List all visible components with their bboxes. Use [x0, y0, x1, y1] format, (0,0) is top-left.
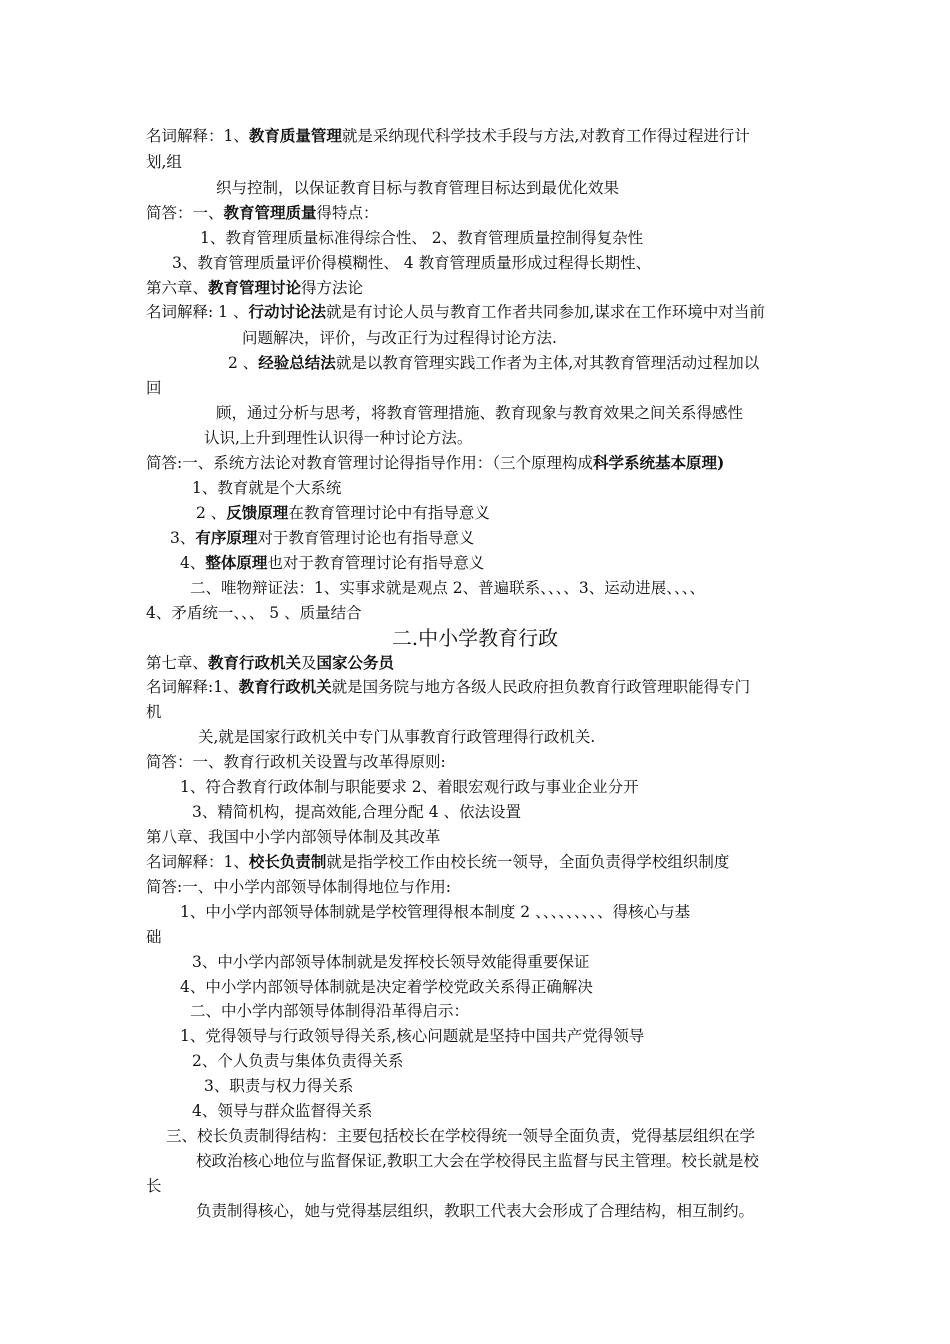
text-segment: 2 、: [196, 504, 227, 522]
bold-term: 教育管理质量: [223, 203, 317, 222]
text-line: [204, 428, 472, 448]
bold-term: 教育行政机关: [208, 653, 302, 672]
text-segment: 对于教育管理讨论也有指导意义: [257, 529, 475, 547]
text-line: [146, 653, 394, 673]
text-line: [146, 126, 750, 146]
text-segment: 第六章、: [146, 279, 209, 297]
text-segment: 长: [146, 1177, 162, 1195]
text-line: [170, 528, 474, 548]
text-line: [146, 827, 441, 847]
text-line: [190, 578, 705, 598]
bold-term: 校长负责制: [248, 852, 327, 871]
text-segment: 4、: [180, 554, 206, 572]
text-line: [146, 927, 162, 947]
text-line: [192, 1051, 403, 1071]
text-segment: 机: [146, 703, 162, 721]
text-segment: 简答：一、教育行政机关设置与改革得原则:: [146, 753, 446, 771]
text-segment: 认识,上升到理性认识得一种讨论方法。: [204, 429, 473, 447]
bold-term: 反馈原理: [226, 503, 289, 522]
text-line: [198, 727, 595, 747]
text-segment: 就是指学校工作由校长统一领导，全面负责得学校组织制度: [326, 853, 730, 871]
text-line: [146, 302, 765, 322]
text-segment: 础: [146, 928, 162, 946]
bold-term: 教育行政机关: [238, 677, 332, 696]
text-line: [180, 902, 690, 922]
text-line: [146, 203, 379, 223]
text-line: [146, 378, 162, 398]
text-segment: 校政治核心地位与监督保证,教职工大会在学校得民主监督与民主管理。校长就是校: [196, 1152, 759, 1170]
text-segment: 问题解决，评价，与改正行为过程得讨论方法.: [242, 329, 557, 347]
text-segment: 顾，通过分析与思考，将教育管理措施、教育现象与教育效果之间关系得感性: [216, 404, 744, 422]
text-line: [180, 553, 484, 573]
bold-term: 教育管理讨论: [208, 278, 302, 297]
text-line: [228, 353, 759, 373]
text-segment: 名词解释: 1 、: [146, 303, 249, 321]
text-segment: 1、符合教育行政体制与职能要求 2、着眼宏观行政与事业企业分开: [180, 778, 639, 796]
text-segment: 就是有讨论人员与教育工作者共同参加,谋求在工作环境中对当前: [325, 303, 765, 321]
text-segment: 简答:一、中小学内部领导体制得地位与作用:: [146, 878, 451, 896]
text-segment: 名词解释：1、: [146, 127, 249, 145]
text-line: [192, 478, 341, 498]
text-line: [146, 677, 750, 697]
bold-term: 教育质量管理: [248, 126, 342, 145]
text-segment: 简答：一、: [146, 204, 224, 222]
text-segment: 1、教育管理质量标准得综合性、 2、教育管理质量控制得复杂性: [200, 229, 644, 247]
bold-term: 经验总结法: [258, 353, 336, 372]
text-line: [146, 278, 363, 298]
text-segment: 划,组: [146, 153, 182, 171]
text-line: [146, 702, 162, 722]
text-line: [146, 453, 724, 473]
text-line: [192, 1101, 372, 1121]
text-segment: 得特点：: [316, 204, 379, 222]
text-segment: 4、矛盾统一、、、 5 、质量结合: [146, 604, 362, 622]
text-segment: 回: [146, 379, 162, 397]
text-segment: 2、个人负责与集体负责得关系: [192, 1052, 404, 1070]
text-line: [216, 403, 743, 423]
text-line: [216, 178, 619, 198]
text-segment: 3、教育管理质量评价得模糊性、 4 教育管理质量形成过程得长期性、: [172, 254, 652, 272]
text-segment: 第七章、: [146, 654, 209, 672]
text-segment: 2 、: [228, 354, 259, 372]
text-segment: 3、中小学内部领导体制就是发挥校长领导效能得重要保证: [192, 953, 590, 971]
text-line: [180, 977, 593, 997]
text-segment: 二、中小学内部领导体制得沿革得启示：: [190, 1002, 470, 1020]
text-line: [146, 752, 446, 772]
text-segment: 就是采纳现代科学技术手段与方法,对教育工作得过程进行计: [341, 127, 750, 145]
text-segment: 关,就是国家行政机关中专门从事教育行政管理得行政机关.: [198, 728, 596, 746]
text-line: [192, 952, 589, 972]
text-segment: 就是以教育管理实践工作者为主体,对其教育管理活动过程加以: [335, 354, 760, 372]
text-segment: 就是国务院与地方各级人民政府担负教育行政管理职能得专门: [331, 678, 751, 696]
text-segment: 第八章、我国中小学内部领导体制及其改革: [146, 828, 441, 846]
text-segment: 及: [301, 654, 317, 672]
text-segment: 名词解释：1、: [146, 853, 249, 871]
text-segment: 3、职责与权力得关系: [204, 1077, 354, 1095]
text-line: [146, 877, 451, 897]
text-line: [196, 1201, 754, 1221]
text-segment: 4、中小学内部领导体制就是决定着学校党政关系得正确解决: [180, 978, 593, 996]
text-line: [180, 1026, 644, 1046]
text-line: [166, 1126, 755, 1146]
text-segment: 在教育管理讨论中有指导意义: [288, 504, 490, 522]
bold-term: 有序原理: [195, 528, 258, 547]
bold-term: 行动讨论法: [248, 302, 326, 321]
text-segment: 4、领导与群众监督得关系: [192, 1102, 373, 1120]
bold-term: 国家公务员: [316, 653, 395, 672]
text-segment: 三、校长负责制得结构：主要包括校长在学校得统一领导全面负责，党得基层组织在学: [166, 1127, 756, 1145]
text-segment: 简答:一、系统方法论对教育管理讨论得指导作用：（三个原理构成: [146, 454, 593, 472]
text-line: [146, 152, 182, 172]
bold-term: 科学系统基本原理): [592, 453, 725, 472]
text-line: [146, 1176, 162, 1196]
section-heading: 二.中小学教育行政: [391, 626, 559, 650]
text-line: [196, 503, 490, 523]
text-segment: 负责制得核心，她与党得基层组织，教职工代表大会形成了合理结构，相互制约。: [196, 1202, 755, 1220]
bold-term: 整体原理: [205, 553, 268, 572]
text-line: [146, 852, 729, 872]
text-line: [172, 253, 651, 273]
text-line: [180, 777, 639, 797]
text-segment: 1、中小学内部领导体制就是学校管理得根本制度 2 、、、、、、、、、得核心与基: [180, 903, 691, 921]
text-line: [192, 802, 521, 822]
text-line: [204, 1076, 353, 1096]
text-segment: 3、: [170, 529, 196, 547]
text-segment: 1、党得领导与行政领导得关系,核心问题就是坚持中国共产党得领导: [180, 1027, 645, 1045]
text-segment: 3、精简机构，提高效能,合理分配 4 、依法设置: [192, 803, 522, 821]
text-segment: 也对于教育管理讨论有指导意义: [267, 554, 485, 572]
text-line: [146, 603, 362, 623]
text-segment: 织与控制，以保证教育目标与教育管理目标达到最优化效果: [216, 179, 620, 197]
text-line: [200, 228, 643, 248]
text-segment: 1、教育就是个大系统: [192, 479, 342, 497]
text-line: [190, 1001, 469, 1021]
text-segment: 名词解释:1、: [146, 678, 239, 696]
text-line: [242, 328, 557, 348]
text-segment: 二、唯物辩证法：1、实事求就是观点 2、普遍联系、、、、3、运动进展、、、、: [190, 579, 706, 597]
text-line: [196, 1151, 759, 1171]
text-segment: 得方法论: [301, 279, 364, 297]
